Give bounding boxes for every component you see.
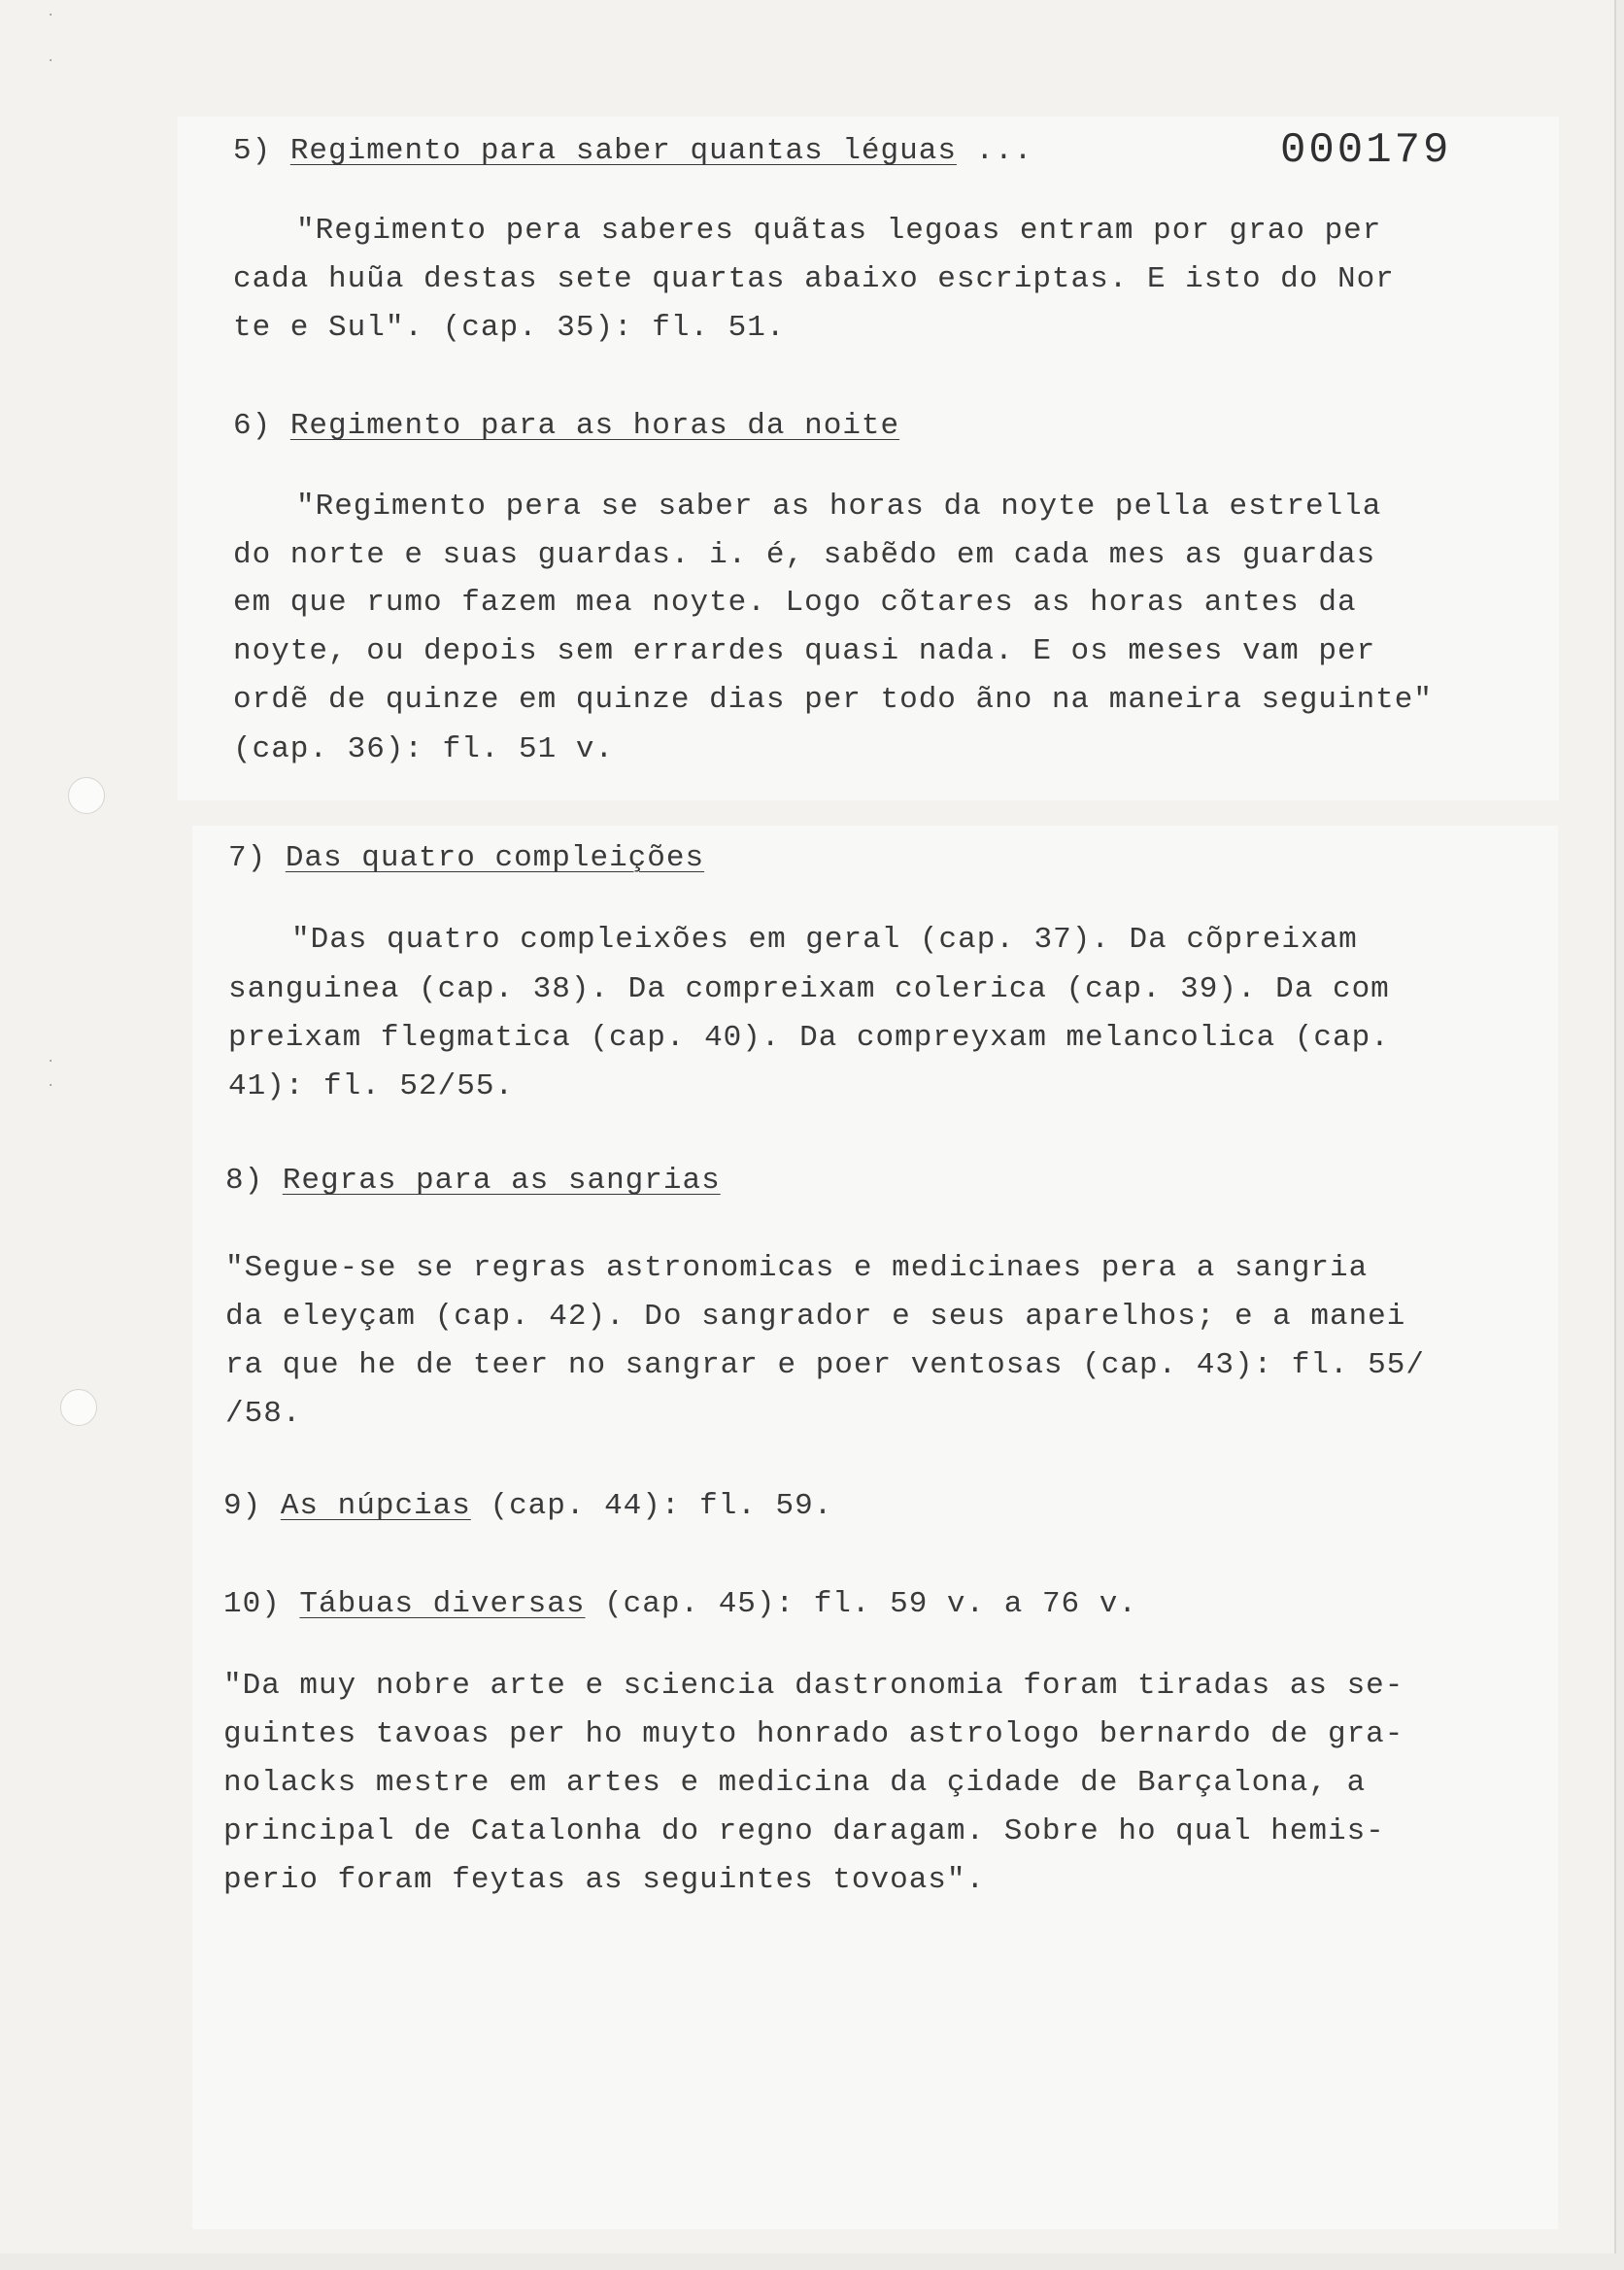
section-heading [233, 411, 899, 441]
section-number: 6) [233, 409, 272, 443]
punch-hole-upper [68, 777, 105, 814]
text-line: "Segue-se se regras astronomicas e medicinaes pera a sangria [225, 1251, 1369, 1285]
text-line: principal de Catalonha do regno daragam. Sobre ho qual hemis- [223, 1814, 1385, 1848]
punch-hole-lower [60, 1389, 97, 1426]
text-line: noyte, ou depois sem errardes quasi nada. E os meses vam per [233, 634, 1376, 668]
text-line: "Das quatro compleixões em geral (cap. 37). Da cõpreixam [291, 923, 1358, 957]
text-line: guintes tavoas per ho muyto honrado astrologo bernardo de gra- [223, 1717, 1404, 1751]
section-number: 8) [225, 1164, 264, 1198]
text-line: perio foram feytas as seguintes tovoas". [223, 1863, 986, 1897]
section-title-suffix: (cap. 45): fl. 59 v. a 76 v. [585, 1587, 1137, 1621]
section-title: Das quatro compleições [285, 841, 705, 875]
section-title: As núpcias [280, 1489, 471, 1523]
edge-speck: · [47, 8, 55, 23]
text-line: em que rumo fazem mea noyte. Logo cõtares as horas antes da [233, 586, 1357, 620]
edge-speck: · [47, 53, 55, 69]
text-line: ordẽ de quinze em quinze dias per todo ãno na maneira seguinte" [233, 683, 1433, 717]
section-title: Regimento para as horas da noite [289, 409, 900, 443]
text-line: da eleyçam (cap. 42). Do sangrador e seus aparelhos; e a manei [225, 1300, 1406, 1334]
section-heading [223, 1589, 1137, 1619]
section-number: 7) [228, 841, 267, 875]
section-heading [223, 1491, 832, 1521]
document-number: 000179 [1280, 126, 1452, 175]
text-line: cada huũa destas sete quartas abaixo escriptas. E isto do Nor [233, 262, 1395, 296]
section-heading [228, 843, 704, 873]
section-heading [225, 1166, 721, 1196]
text-line: sanguinea (cap. 38). Da compreixam colerica (cap. 39). Da com [228, 972, 1390, 1006]
text-line: (cap. 36): fl. 51 v. [233, 732, 615, 766]
text-line: te e Sul". (cap. 35): fl. 51. [233, 311, 786, 345]
text-line: "Regimento pera se saber as horas da noyte pella estrella [296, 490, 1382, 524]
text-line: preixam flegmatica (cap. 40). Da compreyxam melancolica (cap. [228, 1021, 1390, 1055]
section-title-suffix: (cap. 44): fl. 59. [470, 1489, 833, 1523]
section-title: Regimento para saber quantas léguas [289, 134, 957, 168]
text-line: 41): fl. 52/55. [228, 1069, 515, 1103]
text-line: ra que he de teer no sangrar e poer ventosas (cap. 43): fl. 55/ [225, 1348, 1425, 1382]
section-number: 10) [223, 1587, 281, 1621]
text-line: /58. [225, 1397, 302, 1431]
section-title: Regras para as sangrias [282, 1164, 721, 1198]
section-number: 9) [223, 1489, 262, 1523]
text-line: "Regimento pera saberes quãtas legoas entram por grao per [296, 214, 1382, 248]
edge-speck: · [47, 1078, 55, 1094]
edge-speck: · [47, 1054, 55, 1069]
section-title-suffix: ... [956, 134, 1033, 168]
section-heading [233, 136, 1032, 166]
text-line: "Da muy nobre arte e sciencia dastronomia foram tiradas as se- [223, 1669, 1404, 1703]
text-line: nolacks mestre em artes e medicina da çidade de Barçalona, a [223, 1766, 1367, 1800]
section-number: 5) [233, 134, 272, 168]
text-line: do norte e suas guardas. i. é, sabẽdo em cada mes as guardas [233, 538, 1376, 572]
section-title: Tábuas diversas [299, 1587, 586, 1621]
